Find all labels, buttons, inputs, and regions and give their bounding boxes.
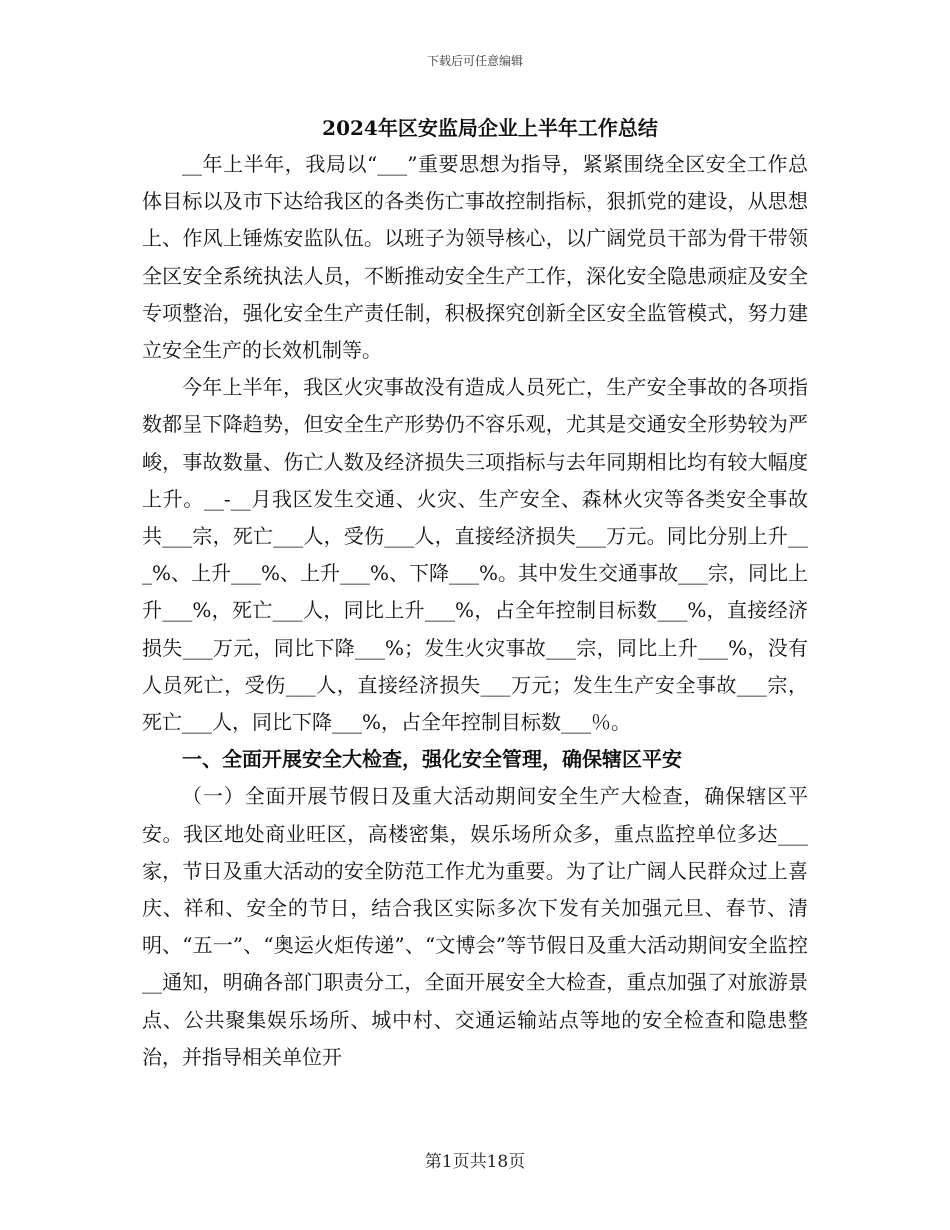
page-footer-number: 第1页共18页	[424, 1152, 526, 1172]
document-body	[142, 110, 808, 1076]
page-header-note: 下载后可任意编辑	[426, 54, 523, 68]
document-title: 2024年区安监局企业上半年工作总结	[322, 116, 658, 140]
paragraph-intro: __年上半年，我局以“___”重要思想为指导，紧紧围绕全区安全工作总体目标以及市下达给我区的各类伤亡事故控制指标，狠抓党的建设，从思想上、作风上锤炼安监队伍。以班子为领导核心，以广阔党员干部为骨干带领全区安全系统执法人员，不断推动安全生产工作，深化安全隐患顽症及安全专项整治，强化安全生产责任制，积极探究创新全区安全监管模式，努力建立安全生产的长效机制等。	[142, 152, 808, 363]
section-heading: 一、全面开展安全大检查，强化安全管理，确保辖区平安	[182, 747, 682, 772]
paragraph-section-one: （一）全面开展节假日及重大活动期间安全生产大检查，确保辖区平安。我区地处商业旺区，高楼密集，娱乐场所众多，重点监控单位多达___家，节日及重大活动的安全防范工作尤为重要。为了让广阔人民群众过上喜庆、祥和、安全的节日，结合我区实际多次下发有关加强元旦、春节、清明、“五一”、“奥运火炬传递”、“文博会”等节假日及重大活动期间安全监控__通知，明确各部门职责分工，全面开展安全大检查，重点加强了对旅游景点、公共聚集娱乐场所、城中村、交通运输站点等地的安全检查和隐患整治，并指导相关单位开	[142, 784, 808, 1069]
paragraph-statistics: 今年上半年，我区火灾事故没有造成人员死亡，生产安全事故的各项指数都呈下降趋势，但安全生产形势仍不容乐观，尤其是交通安全形势较为严峻，事故数量、伤亡人数及经济损失三项指标与去年同期相比均有较大幅度上升。__-__月我区发生交通、火灾、生产安全、森林火灾等各类安全事故共___宗，死亡___人，受伤___人，直接经济损失___万元。同比分别上升___%、上升___%、上升___%、下降___%。其中发生交通事故___宗，同比上升___%，死亡___人，同比上升___%，占全年控制目标数___%，直接经济损失___万元，同比下降___%；发生火灾事故___宗，同比上升___%，没有人员死亡，受伤___人，直接经济损失___万元；发生生产安全事故___宗，死亡___人，同比下降___%，占全年控制目标数___％。	[142, 375, 809, 735]
